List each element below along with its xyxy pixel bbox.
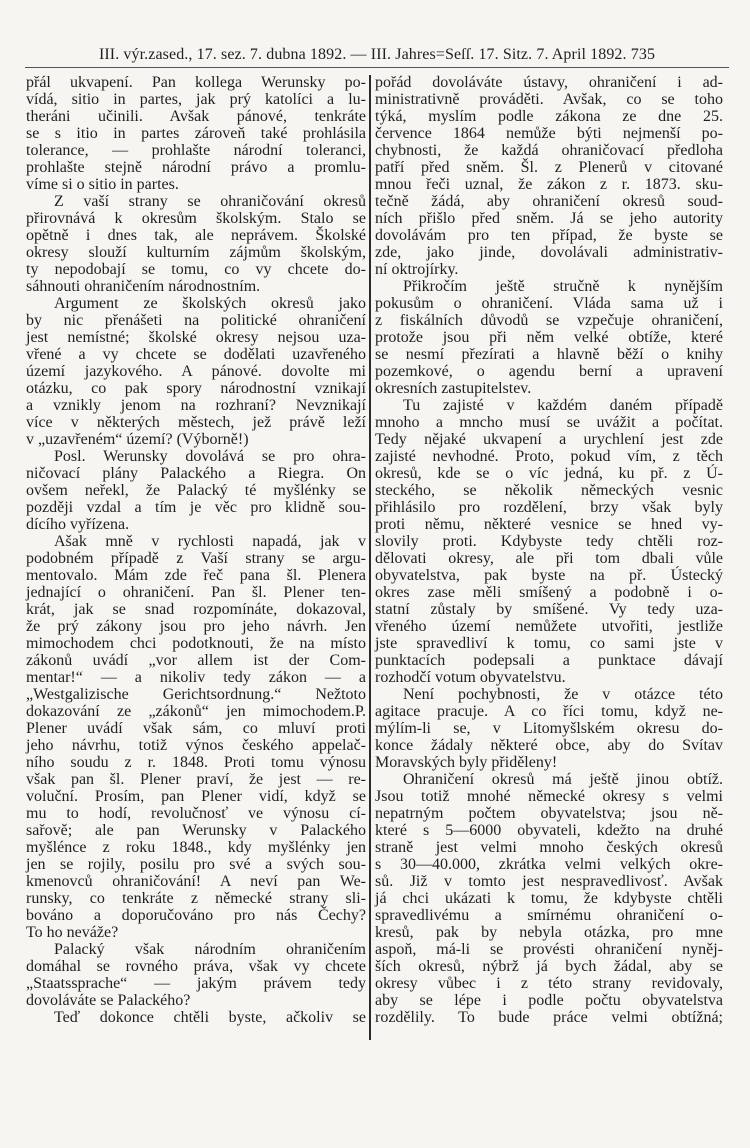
text-line: Ašak mně v rychlosti napadá, jak v bbox=[54, 533, 366, 550]
text-line: Tedy nějaké ukvapení a urychlení jest zde bbox=[375, 431, 723, 448]
text-line: rozdělily. To bude práce velmi obtížná; bbox=[375, 1009, 723, 1026]
text-line: „Staatssprache“ — jakým právem tedy bbox=[26, 975, 366, 992]
header-dash: — bbox=[350, 46, 367, 63]
text-line: zde, jako jinde, dovolávali administrativ- bbox=[375, 244, 723, 261]
text-line: mýlím-li se, v Litomyšlském okresu do- bbox=[375, 720, 723, 737]
text-line: ní oktrojírky. bbox=[375, 261, 459, 278]
text-line: sařově; ale pan Werunsky v Palackého bbox=[26, 822, 366, 839]
page-number: 735 bbox=[630, 46, 656, 63]
text-line: tolerance, — prohlašte národní toleranci, bbox=[26, 142, 366, 159]
text-line: protože jsou při něm velké obtíže, které bbox=[375, 329, 723, 346]
text-line: konce žádaly některé obce, aby do Svítav bbox=[375, 737, 723, 754]
text-line: agitace pracuje. A co říci tomu, když ne- bbox=[375, 703, 723, 720]
text-line: jen se rojily, posilu pro své a svých sou- bbox=[26, 856, 366, 873]
text-line: „Westgalizische Gerichtsordnung.“ Nežtoto bbox=[26, 686, 366, 703]
text-line: okresy slouží kulturním zájmům školským, bbox=[26, 244, 366, 261]
text-line: které s 5—6000 obyvateli, kdežto na druhé bbox=[375, 822, 723, 839]
text-line: punktacích podepsali a punktace dávají bbox=[375, 652, 723, 669]
text-line: však pan šl. Plener praví, že jest — re- bbox=[26, 771, 366, 788]
text-line: území jazykového. A pánové. dovolte mi bbox=[26, 363, 366, 380]
text-line: Z vaší strany se ohraničování okresů bbox=[54, 193, 366, 210]
text-line: jeho návrhu, totiž výnos českého appelač- bbox=[26, 737, 366, 754]
text-line: jednající o ohraničení. Pan šl. Plener ten- bbox=[26, 584, 366, 601]
text-line: kresů, pak by nebyla otázka, pro mne bbox=[375, 924, 723, 941]
text-line: července 1864 nemůže býti nejmenší po- bbox=[375, 125, 723, 142]
text-line: se s itio in partes zároveň také prohlásila bbox=[26, 125, 366, 142]
text-line: jste spravedliví k tomu, co sami jste v bbox=[375, 635, 723, 652]
text-line: runsky, co tenkráte z německé strany sli- bbox=[26, 890, 366, 907]
text-line: vřeného území nemůžete utvořiti, jestliže bbox=[375, 618, 723, 635]
text-line: ního soudu z r. 1848. Proti tomu výnosu bbox=[26, 754, 366, 771]
text-line: pokusům o ohraničení. Vláda sama už i bbox=[375, 295, 723, 312]
text-line: mnou řeči uznal, že zákon z r. 1873. sku- bbox=[375, 176, 723, 193]
text-line: a vznikly jenom na rozhraní? Nevznikají bbox=[26, 397, 366, 414]
text-line: Moravských byly přiděleny! bbox=[375, 754, 558, 771]
text-line: steckého, se několik německých vesnic bbox=[375, 482, 723, 499]
text-line: okresů, kde se o víc jedná, ku př. z Ú- bbox=[375, 465, 723, 482]
text-line: s 30—40.000, zkrátka velmi velkých okre- bbox=[375, 856, 723, 873]
text-line: pozemkové, o agendu berní a upravení bbox=[375, 363, 723, 380]
text-line: mentar!“ — a nikoliv tedy zákon — a bbox=[26, 669, 366, 686]
text-line: obyvatelstva, pak byste na př. Ústecký bbox=[375, 567, 723, 584]
text-line: krát, jak se snad rozpomínáte, dokazoval, bbox=[26, 601, 366, 618]
text-line: mimochodem chci podotknouti, že na místo bbox=[26, 635, 366, 652]
text-line: Tu zajisté v každém daném případě bbox=[403, 397, 723, 414]
header-german: III. Jahres=Seſſ. 17. Sitz. 7. April 1892. bbox=[370, 46, 627, 63]
text-line: slovily proti. Kdybyste tedy chtěli roz- bbox=[375, 533, 723, 550]
text-line: přirovnává k okresům školským. Stalo se bbox=[26, 210, 366, 227]
text-line: přál ukvapení. Pan kollega Werunsky po- bbox=[26, 74, 366, 91]
paragraph bbox=[26, 941, 366, 1009]
text-line: ty nepodobají se tomu, co vy chcete do- bbox=[26, 261, 366, 278]
text-line: To ho neváže? bbox=[26, 924, 119, 941]
text-line: Plener uvádí však sám, co mluví proti bbox=[26, 720, 366, 737]
text-line: bováno a doporučováno pro nás Čechy? bbox=[26, 907, 366, 924]
text-line: více v některých městech, jež právě leží bbox=[26, 414, 366, 431]
text-line: spravedlivému a smírnému ohraničení o- bbox=[375, 907, 723, 924]
text-line: sů. Již v tomto jest nespravedlivosť. Avšak bbox=[375, 873, 723, 890]
text-line: okres zase měli smíšený a podobně i o- bbox=[375, 584, 723, 601]
text-line: přihlásilo pro rozdělení, brzy však byly bbox=[375, 499, 723, 516]
running-header bbox=[26, 46, 728, 64]
paragraph bbox=[26, 448, 366, 533]
text-line: chybnosti, že každá ohraničovací předloha bbox=[375, 142, 723, 159]
text-line: podobném případě z Vaší strany se argu- bbox=[26, 550, 366, 567]
text-line: Není pochybnosti, že v otázce této bbox=[403, 686, 723, 703]
paragraph bbox=[26, 533, 366, 941]
text-line: týká, myslím podle zákona ze dne 25. bbox=[375, 108, 723, 125]
paragraph bbox=[375, 74, 723, 278]
text-line: opětně i dnes tak, ale neprávem. Školské bbox=[26, 227, 366, 244]
text-line: rozhodčí votum obyvatelstvu. bbox=[375, 669, 566, 686]
text-line: Přikročím ještě stručně k nynějším bbox=[403, 278, 723, 295]
text-line: mentovalo. Mám zde řeč pana šl. Plenera bbox=[26, 567, 366, 584]
paragraph bbox=[26, 1009, 366, 1026]
text-line: se nesmí přezírati a hlavně běží o knihy bbox=[375, 346, 723, 363]
text-line: dělovati okresy, ale při tom dbali vůle bbox=[375, 550, 723, 567]
text-line: zákonů uvádí „vor allem ist der Com- bbox=[26, 652, 366, 669]
text-line: domáhal se rovného práva, však vy chcete bbox=[26, 958, 366, 975]
text-line: by nic přenášeti na politické ohraničení bbox=[26, 312, 366, 329]
text-line: dícího vyřízena. bbox=[26, 516, 130, 533]
paragraph bbox=[26, 295, 366, 448]
text-line: ministrativně prováděti. Avšak, co se toho bbox=[375, 91, 723, 108]
text-line: vídá, sitio in partes, jak prý katolíci a lu- bbox=[26, 91, 366, 108]
text-line: vřené a vy chcete se dodělati uzavřeného bbox=[26, 346, 366, 363]
text-line: pořád dovoláváte ústavy, ohraničení i ad- bbox=[375, 74, 723, 91]
text-line: prohlašte stejně národní právo a promlu- bbox=[26, 159, 366, 176]
text-line: otázku, co pak spory národnostní vznikají bbox=[26, 380, 366, 397]
text-line: ších okresů, nýbrž já bych žádal, aby se bbox=[375, 958, 723, 975]
text-line: okresy vůbec i z této strany revidovaly, bbox=[375, 975, 723, 992]
text-line: patří před sněm. Šl. z Plenerů v citované bbox=[375, 159, 723, 176]
text-line: nepatrným počtem obyvatelstva; jsou ně- bbox=[375, 805, 723, 822]
text-line: statní zůstaly by smíšené. Vy tedy uza- bbox=[375, 601, 723, 618]
text-line: zajisté nevhodné. Proto, pokud vím, z těch bbox=[375, 448, 723, 465]
paragraph bbox=[375, 771, 723, 1026]
text-line: aby se lépe i podle počtu obyvatelstva bbox=[375, 992, 723, 1009]
text-line: ních přišlo před sněm. Já se jeho autority bbox=[375, 210, 723, 227]
text-line: dovolávám pro ten případ, že byste se bbox=[375, 227, 723, 244]
right-column bbox=[375, 74, 723, 1026]
text-line: mu to hodí, revolučnosť ve výnosu cí- bbox=[26, 805, 366, 822]
text-line: proti němu, některé vesnice se hned vy- bbox=[375, 516, 723, 533]
text-line: ničovací plány Palackého a Riegra. On bbox=[26, 465, 366, 482]
text-line: Posl. Werunsky dovolává se pro ohra- bbox=[54, 448, 366, 465]
text-line: mnoho a mncho musí se uvážit a počítat. bbox=[375, 414, 723, 431]
text-line: ovšem neřekl, že Palacký té myšlénky se bbox=[26, 482, 366, 499]
text-line: straně jest velmi mnoho českých okresů bbox=[375, 839, 723, 856]
paragraph bbox=[26, 193, 366, 295]
text-line: voluční. Prosím, pan Plener vidí, když se bbox=[26, 788, 366, 805]
text-line: v „uzavřeném“ území? (Výborně!) bbox=[26, 431, 249, 448]
text-line: Palacký však národním ohraničením bbox=[54, 941, 366, 958]
text-line: jest nemístné; školské okresy nejsou uza- bbox=[26, 329, 366, 346]
text-line: já chci ukázati k tomu, že kdybyste chtěli bbox=[375, 890, 723, 907]
text-line: Argument ze školských okresů jako bbox=[54, 295, 366, 312]
paragraph bbox=[375, 686, 723, 771]
text-line: dovoláváte se Palackého? bbox=[26, 992, 191, 1009]
header-rule bbox=[25, 67, 729, 68]
left-column bbox=[26, 74, 366, 1026]
text-line: Jsou totiž mnohé německé okresy s velmi bbox=[375, 788, 723, 805]
text-line: dokazování ze „zákonů“ jen mimochodem.P. bbox=[26, 703, 366, 720]
text-line: okresních zastupitelstev. bbox=[375, 380, 532, 397]
column-divider bbox=[369, 75, 371, 1040]
text-line: sáhnouti ohraničením národnostním. bbox=[26, 278, 261, 295]
header-czech: III. výr.zased., 17. sez. 7. dubna 1892. bbox=[98, 46, 347, 63]
text-line: z fiskálních důvodů se vzpečuje ohraničení, bbox=[375, 312, 723, 329]
text-line: tečně žádá, aby ohraničení okresů soud- bbox=[375, 193, 723, 210]
paragraph bbox=[375, 278, 723, 397]
text-line: Teď dokonce chtěli byste, ačkoliv se bbox=[54, 1009, 366, 1026]
text-line: myšlénce z roku 1848., kdy myšlénky jen bbox=[26, 839, 366, 856]
text-line: víme si o sitio in partes. bbox=[26, 176, 179, 193]
text-line: že prý zákony jsou pro jeho návrh. Jen bbox=[26, 618, 366, 635]
text-line: aspoň, má-li se provésti ohraničení nyněj- bbox=[375, 941, 723, 958]
paragraph bbox=[375, 397, 723, 686]
paragraph bbox=[26, 74, 366, 193]
text-line: theráni učinili. Avšak pánové, tenkráte bbox=[26, 108, 366, 125]
text-line: později vzdal a tím je věc pro klidně sou- bbox=[26, 499, 366, 516]
text-line: kmenovců ohraničování! A neví pan We- bbox=[26, 873, 366, 890]
text-line: Ohraničení okresů má ještě jinou obtíž. bbox=[403, 771, 723, 788]
